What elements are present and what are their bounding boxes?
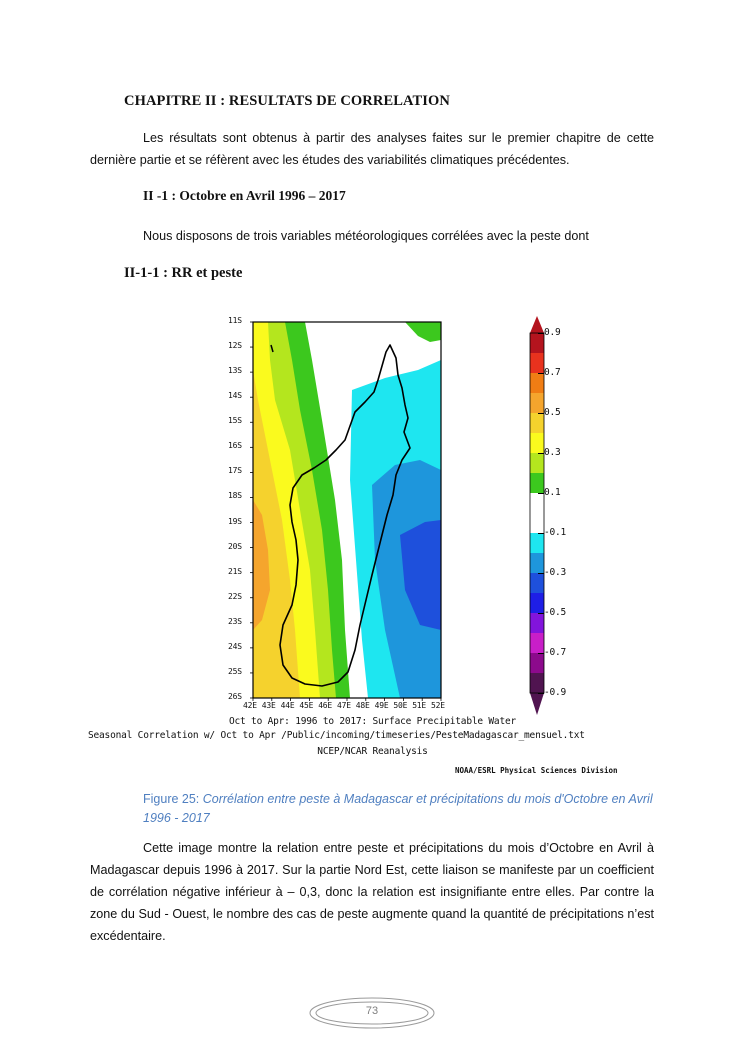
caption-text: Corrélation entre peste à Madagascar et précipitations du mois d'Octobre en Avril 1996 - 2017 xyxy=(143,792,653,825)
intro-paragraph: Les résultats sont obtenus à partir des analyses faites sur le premier chapitre de cette dernière partie et se réfèrent avec les études des variabilités climatiques précédentes. xyxy=(90,131,654,167)
lon-label: 50E xyxy=(393,701,408,710)
colorbar-c03 xyxy=(530,453,544,473)
colorbar-tick xyxy=(538,613,544,614)
lat-label: 18S xyxy=(228,491,242,501)
lat-label: 22S xyxy=(228,591,242,601)
body-paragraph: Cette image montre la relation entre peste et précipitations du mois d’Octobre en Avril à Madagascar depuis 1996 à 2017. Sur la partie Nord Est, cette liaison se manifeste par un coefficient de corrélation négative inférieur à – 0,3, donc la relation est insignifiante entre elles. Par contre la zone du Sud - Ouest, le nombre des cas de peste augmente quand la quantité de précipitations n’est excédentaire. xyxy=(90,841,654,943)
lon-label: 44E xyxy=(280,701,295,710)
colorbar-cm03 xyxy=(530,553,544,573)
page-number: 73 xyxy=(365,1005,379,1017)
lat-label: 12S xyxy=(228,341,242,351)
lat-label: 17S xyxy=(228,466,242,476)
colorbar-cm09 xyxy=(530,673,544,693)
colorbar-label: 0.1 xyxy=(544,487,561,498)
colorbar-c07 xyxy=(530,373,544,393)
lat-label: 15S xyxy=(228,416,242,426)
colorbar-label: -0.5 xyxy=(544,607,567,618)
lon-label: 46E xyxy=(318,701,333,710)
colorbar-top-tip xyxy=(530,316,544,333)
lon-label: 49E xyxy=(374,701,389,710)
lat-label: 13S xyxy=(228,366,242,376)
lon-label: 47E xyxy=(337,701,351,710)
colorbar-label: -0.1 xyxy=(544,527,567,538)
lat-label: 19S xyxy=(228,516,242,526)
colorbar-c02 xyxy=(530,473,544,493)
lon-label: 45E xyxy=(299,701,314,710)
colorbar-cm04 xyxy=(530,573,544,593)
colorbar-c08 xyxy=(530,353,544,373)
lat-label: 23S xyxy=(228,616,242,626)
lat-label: 25S xyxy=(228,666,242,676)
colorbar-tick xyxy=(538,693,544,694)
colorbar-tick xyxy=(538,653,544,654)
lat-label: 24S xyxy=(228,641,242,651)
lon-label: 43E xyxy=(261,701,276,710)
colorbar-cm05 xyxy=(530,593,544,613)
section-title: II -1 : Octobre en Avril 1996 – 2017 xyxy=(143,188,346,203)
colorbar-tick xyxy=(538,453,544,454)
colorbar xyxy=(530,316,544,715)
lat-label: 14S xyxy=(228,391,242,401)
colorbar-cm02 xyxy=(530,533,544,553)
subsection-title: II-1-1 : RR et peste xyxy=(124,265,243,281)
colorbar-cm07 xyxy=(530,633,544,653)
colorbar-label: 0.5 xyxy=(544,407,561,418)
colorbar-label: -0.3 xyxy=(544,567,567,578)
lat-label: 20S xyxy=(228,541,242,551)
colorbar-label: 0.7 xyxy=(544,367,561,378)
colorbar-tick xyxy=(538,373,544,374)
lon-label: 51E xyxy=(412,701,427,710)
page-number-badge xyxy=(308,995,436,1031)
lon-label: 42E xyxy=(243,701,257,710)
figure-25 xyxy=(0,300,745,780)
colorbar-label: 0.9 xyxy=(544,327,561,338)
plot-title-line1: Oct to Apr: 1996 to 2017: Surface Precipitable Water xyxy=(228,716,516,727)
lat-label: 16S xyxy=(228,441,242,451)
plot-title-line3: NCEP/NCAR Reanalysis xyxy=(317,746,428,757)
plot-title-line2: Seasonal Correlation w/ Oct to Apr /Public/incoming/timeseries/PesteMadagascar_mensuel.txt xyxy=(88,730,585,741)
colorbar-tick xyxy=(538,333,544,334)
lat-label: 21S xyxy=(228,566,242,576)
colorbar-tick xyxy=(538,573,544,574)
colorbar-tick xyxy=(538,533,544,534)
lat-label: 11S xyxy=(228,316,242,325)
colorbar-c00 xyxy=(530,493,544,533)
lat-label: 26S xyxy=(228,692,242,701)
chapter-title: CHAPITRE II : RESULTATS DE CORRELATION xyxy=(124,93,450,109)
colorbar-tick xyxy=(538,493,544,494)
correlation-map xyxy=(0,300,745,780)
colorbar-label: -0.9 xyxy=(544,687,567,698)
caption-label: Figure 25: xyxy=(143,792,200,806)
colorbar-tick xyxy=(538,413,544,414)
colorbar-c06 xyxy=(530,393,544,413)
colorbar-c09 xyxy=(530,333,544,353)
lon-label: 48E xyxy=(355,701,370,710)
lon-label: 52E xyxy=(431,701,445,710)
credit-label: NOAA/ESRL Physical Sciences Division xyxy=(455,766,618,775)
colorbar-label: 0.3 xyxy=(544,447,561,458)
colorbar-bottom-tip xyxy=(530,693,544,715)
colorbar-c05 xyxy=(530,413,544,433)
colorbar-cm06 xyxy=(530,613,544,633)
colorbar-c04 xyxy=(530,433,544,453)
section-paragraph: Nous disposons de trois variables météorologiques corrélées avec la peste dont xyxy=(143,229,589,243)
figure-caption xyxy=(143,790,663,828)
colorbar-label: -0.7 xyxy=(544,647,567,658)
colorbar-cm08 xyxy=(530,653,544,673)
